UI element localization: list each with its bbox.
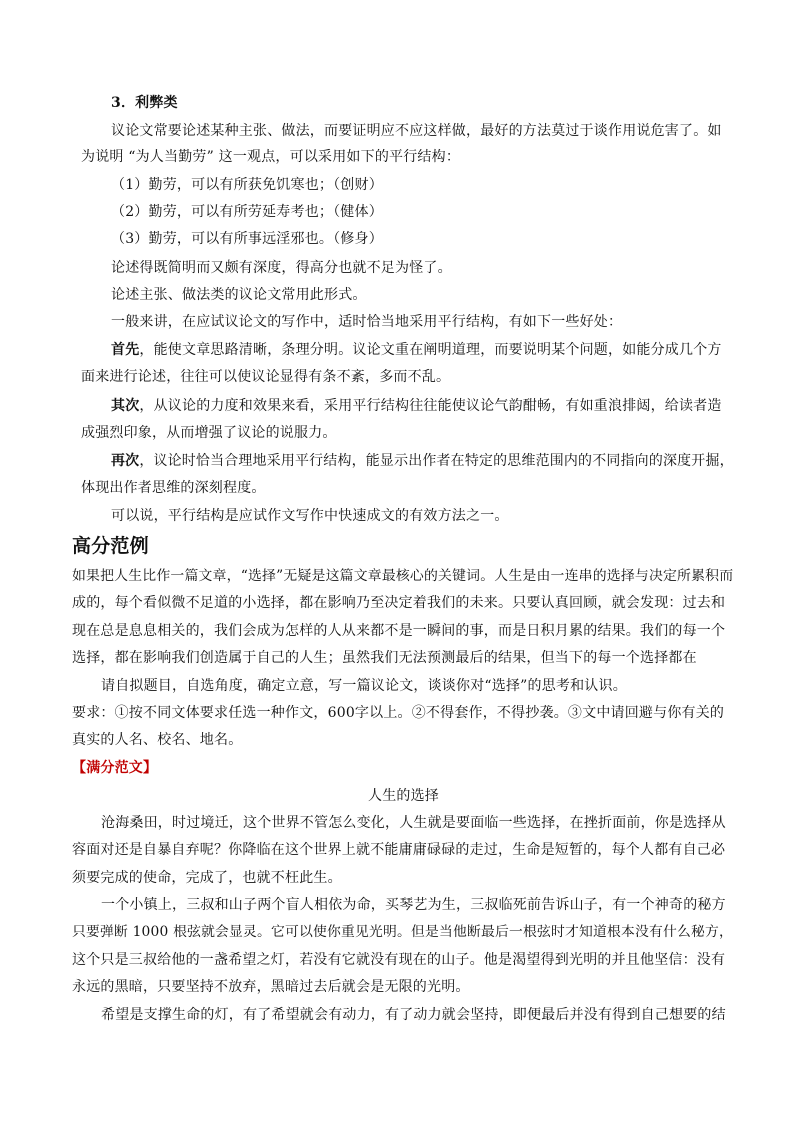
essay-line: 永远的黑暗，只要坚持不放弃，黑暗过去后就会是无限的光明。: [72, 979, 470, 995]
prompt-line: 成的，每个看似微不足道的小选择，都在影响乃至决定着我们的未来。只要认真回顾，就会发现：过去和: [72, 595, 726, 611]
task-line: 请自拟题目，自选角度，确定立意，写一篇议论文，谈谈你对“选择”的思考和认识。: [101, 678, 627, 694]
essay-line: 沧海桑田，时过境迁，这个世界不管怎么变化，人生就是要面临一些选择，在挫折面前，你是选择从: [101, 815, 726, 831]
list-item: （1）勤劳，可以有所获免饥寒也；（创财）: [111, 177, 383, 193]
paragraph-line: [111, 451, 734, 471]
paragraph-line: 成强烈印象，从而增强了议论的说服力。: [81, 425, 337, 441]
paragraph-line: 议论文常要论述某种主张、做法，而要证明应不应这样做，最好的方法莫过于谈作用说危害了。如: [111, 123, 722, 139]
essay-title: 人生的选择: [368, 788, 439, 804]
keyword-third: 再次: [111, 453, 140, 469]
example-heading: 高分范例: [72, 535, 149, 557]
essay-line: 一个小镇上，三叔和山子两个盲人相依为命，买琴艺为生，三叔临死前告诉山子，有一个神奇的秘方: [101, 897, 726, 913]
prompt-line: 现在总是息息相关的，我们会成为怎样的人从来都不是一瞬间的事，而是日积月累的结果。我们的每一个: [72, 623, 726, 639]
paragraph-line: 体现出作者思维的深刻程度。: [81, 480, 266, 496]
essay-line: 须要完成的使命，完成了，也就不枉此生。: [72, 870, 342, 886]
keyword-second: 其次: [111, 398, 140, 414]
paragraph-line: 为说明 “为人当勤劳” 这一观点，可以采用如下的平行结构：: [81, 149, 461, 165]
keyword-first: 首先: [111, 342, 140, 358]
paragraph-line: 一般来讲，在应试议论文的写作中，适时恰当地采用平行结构，有如下一些好处：: [111, 314, 623, 330]
list-item: （3）勤劳，可以有所事远淫邪也。（修身）: [111, 231, 383, 247]
list-item: （2）勤劳，可以有所劳延寿考也；（健体）: [111, 204, 383, 220]
paragraph-text: ，从议论的力度和效果来看，采用平行结构往往能使议论气韵酣畅，有如重浪排闼，给读者造: [139, 398, 722, 414]
prompt-line: 选择，都在影响我们创造属于自己的人生；虽然我们无法预测最后的结果，但当下的每一个选择都在: [72, 650, 697, 666]
essay-line: 只要弹断 1000 根弦就会显灵。它可以使你重见光明。但是当他断最后一根弦时才知道根本没有什么秘方，: [72, 924, 733, 940]
paragraph-line: 论述得既简明而又颇有深度，得高分也就不足为怪了。: [111, 260, 452, 276]
paragraph-line: 面来进行论述，往往可以使议论显得有条不紊，多而不乱。: [81, 369, 451, 385]
paragraph-line: 论述主张、做法类的议论文常用此形式。: [111, 287, 367, 303]
requirement-line: 真实的人名、校名、地名。: [72, 732, 243, 748]
prompt-line: 如果把人生比作一篇文章，“选择”无疑是这篇文章最核心的关键词。人生是由一连串的选择与决定所累积而: [72, 568, 734, 584]
essay-line: 这个只是三叔给他的一盏希望之灯，若没有它就没有现在的山子。他是渴望得到光明的并且他坚信：没有: [72, 952, 726, 968]
paragraph-line: 可以说，平行结构是应试作文写作中快速成文的有效方法之一。: [111, 508, 509, 524]
requirement-line: 要求：①按不同文体要求任选一种作文，600字以上。②不得套作，不得抄袭。③文中请回避与你有关的: [72, 705, 725, 721]
model-essay-label: 【满分范文】: [72, 760, 158, 776]
paragraph-text: ，能使文章思路清晰，条理分明。议论文重在阐明道理，而要说明某个问题，如能分成几个方: [139, 342, 722, 358]
section-heading: 3．利弊类: [111, 95, 178, 111]
paragraph-text: ，议论时恰当合理地采用平行结构，能显示出作者在特定的思维范围内的不同指向的深度开掘，: [139, 453, 734, 469]
essay-line: 希望是支撑生命的灯，有了希望就会有动力，有了动力就会坚持，即便最后并没有得到自己想要的结: [101, 1007, 726, 1023]
essay-line: 容面对还是自暴自弃呢？你降临在这个世界上就不能庸庸碌碌的走过，生命是短暂的，每个人都有自己必: [72, 842, 726, 858]
paragraph-line: [111, 340, 722, 360]
paragraph-line: [111, 396, 722, 416]
